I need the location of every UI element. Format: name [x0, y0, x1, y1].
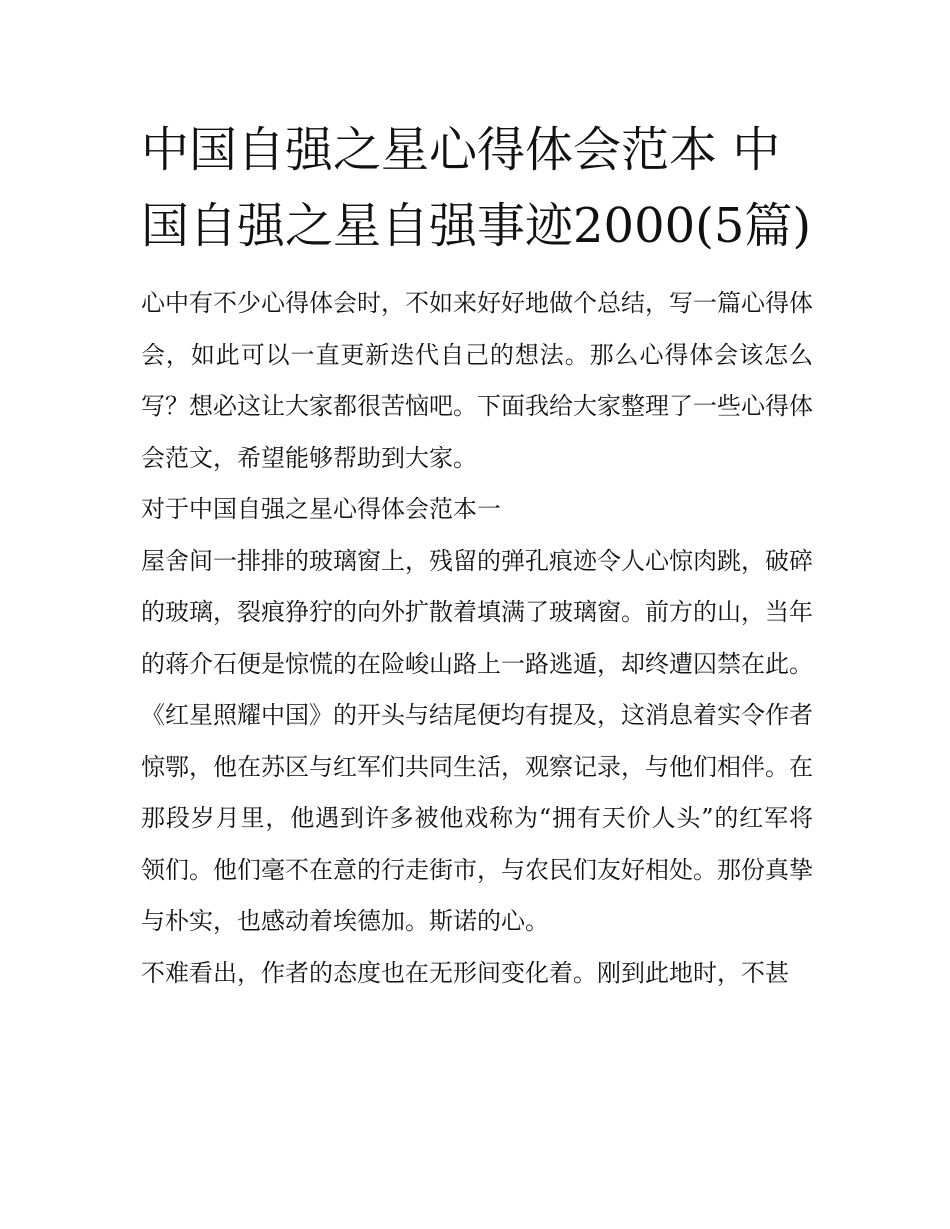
document-title: 中国自强之星心得体会范本 中国自强之星自强事迹2000(5篇)	[141, 122, 812, 254]
paragraph-body-2: 《红星照耀中国》的开头与结尾便均有提及，这消息着实令作者惊鄂，他在苏区与红军们共同生活，观察记录，与他们相伴。在那段岁月里，他遇到许多被他戏称为“拥有天价人头”的红军将领们。他们毫不在意的行走街市，与农民们友好相处。那份真挚与朴实，也感动着埃德加。斯诺的心。	[141, 701, 813, 935]
paragraph-intro: 心中有不少心得体会时，不如来好好地做个总结，写一篇心得体会，如此可以一直更新迭代自己的想法。那么心得体会该怎么写？想必这让大家都很苦恼吧。下面我给大家整理了一些心得体会范文，希望能够帮助到大家。	[141, 289, 813, 472]
paragraph-body-3: 不难看出，作者的态度也在无形间变化着。刚到此地时，不甚	[141, 958, 789, 987]
paragraph-body-1: 屋舍间一排排的玻璃窗上，残留的弹孔痕迹令人心惊肉跳，破碎的玻璃，裂痕狰狞的向外扩散着填满了玻璃窗。前方的山，当年的蒋介石便是惊慌的在险峻山路上一路逃遁，却终遭囚禁在此。	[141, 546, 813, 678]
paragraph-section-heading: 对于中国自强之星心得体会范本一	[141, 495, 501, 523]
document-content	[141, 112, 813, 999]
